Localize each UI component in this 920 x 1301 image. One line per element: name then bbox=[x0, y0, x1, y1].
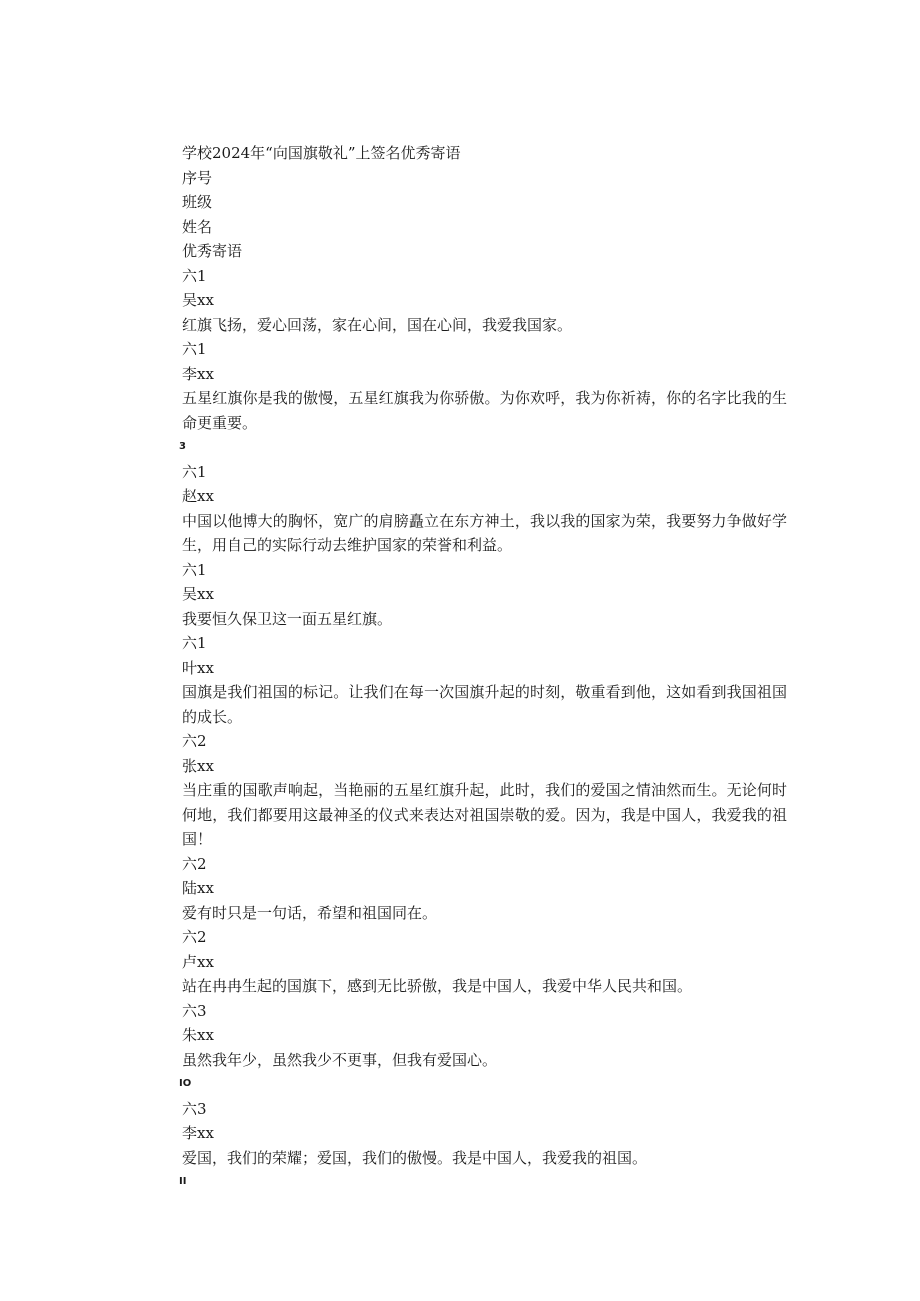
entry-class: 六2 bbox=[182, 854, 207, 873]
entry-class: 六1 bbox=[182, 560, 207, 579]
entry-message: 中国以他博大的胸怀，宽广的肩膀矗立在东方神土，我以我的国家为荣，我要努力争做好学生，用自己的实际行动去维护国家的荣誉和利益。 bbox=[182, 511, 787, 554]
entry-class: 六2 bbox=[182, 928, 207, 946]
document-title: 学校2024年“向国旗敬礼”上签名优秀寄语 bbox=[182, 144, 461, 162]
entry-class: 六3 bbox=[182, 1001, 207, 1020]
header-class: 班级 bbox=[182, 193, 213, 211]
entry-message: 虽然我年少，虽然我少不更事，但我有爱国心。 bbox=[182, 1050, 498, 1069]
entry-name: 吴xx bbox=[182, 291, 214, 309]
entry-name: 卢xx bbox=[182, 952, 214, 971]
document-body bbox=[179, 141, 787, 1195]
header-serial: 序号 bbox=[182, 168, 213, 187]
entry-message: 当庄重的国歌声响起，当艳丽的五星红旗升起，此时，我们的爱国之情油然而生。无论何时何地，我们都要用这最神圣的仪式来表达对祖国崇敬的爱。因为，我是中国人，我爱我的祖国！ bbox=[182, 781, 787, 848]
entry-serial: IO bbox=[179, 1078, 192, 1089]
entry-name: 陆xx bbox=[182, 879, 214, 897]
entry-name: 朱xx bbox=[182, 1026, 214, 1044]
entry-class: 六3 bbox=[182, 1099, 207, 1118]
entry-class: 六1 bbox=[182, 340, 207, 358]
entry-message: 爱国，我们的荣耀；爱国，我们的傲慢。我是中国人，我爱我的祖国。 bbox=[182, 1148, 648, 1167]
entry-class: 六1 bbox=[182, 266, 207, 285]
entry-name: 叶xx bbox=[182, 658, 214, 677]
entry-serial: 3 bbox=[179, 441, 186, 452]
entry-message: 爱有时只是一句话，希望和祖国同在。 bbox=[182, 903, 438, 922]
entry-name: 吴xx bbox=[182, 585, 214, 603]
entry-message: 国旗是我们祖国的标记。让我们在每一次国旗升起的时刻，敬重看到他，这如看到我国祖国的成长。 bbox=[182, 683, 787, 726]
header-name: 姓名 bbox=[182, 217, 213, 236]
entry-serial: II bbox=[179, 1176, 187, 1187]
entry-name: 李xx bbox=[182, 364, 214, 383]
entry-class: 六1 bbox=[182, 462, 207, 481]
entry-class: 六2 bbox=[182, 732, 207, 750]
entry-message: 红旗飞扬，爱心回荡，家在心间，国在心间，我爱我国家。 bbox=[182, 315, 573, 334]
entry-class: 六1 bbox=[182, 634, 207, 652]
entry-name: 赵xx bbox=[182, 487, 214, 505]
entry-message: 五星红旗你是我的傲慢，五星红旗我为你骄傲。为你欢呼，我为你祈祷，你的名字比我的生命更重要。 bbox=[182, 389, 787, 432]
entry-message: 站在冉冉生起的国旗下，感到无比骄傲，我是中国人，我爱中华人民共和国。 bbox=[182, 977, 693, 995]
entry-name: 张xx bbox=[182, 756, 214, 775]
entry-message: 我要恒久保卫这一面五星红旗。 bbox=[182, 609, 393, 628]
entry-name: 李xx bbox=[182, 1124, 214, 1142]
header-message: 优秀寄语 bbox=[182, 242, 243, 260]
